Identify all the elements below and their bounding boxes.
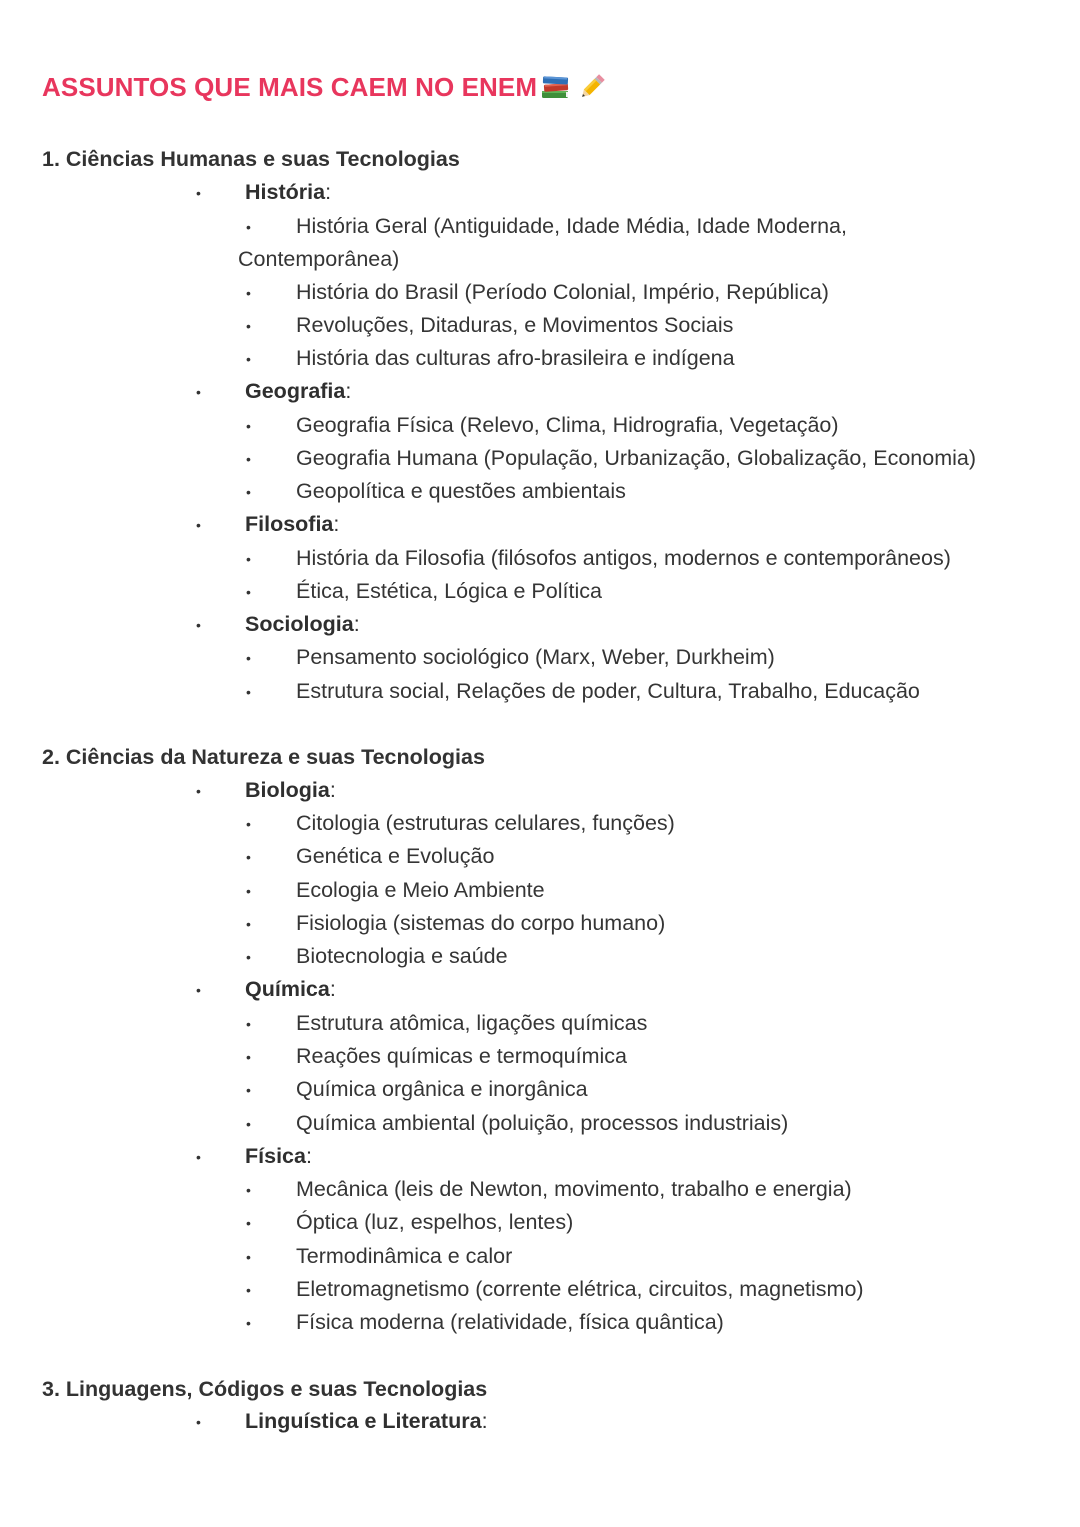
list-item: Fisiologia (sistemas do corpo humano): [296, 911, 666, 935]
bullet: •: [246, 1016, 251, 1032]
bullet: •: [246, 816, 251, 832]
bullet: •: [196, 617, 201, 633]
bullet: •: [246, 650, 251, 666]
section-heading-1: 1. Ciências Humanas e suas Tecnologias: [42, 147, 460, 171]
subject-sociologia: Sociologia:: [245, 612, 360, 636]
bullet: •: [246, 883, 251, 899]
bullet: •: [246, 351, 251, 367]
subject-quimica: Química:: [245, 977, 336, 1001]
list-item: História da Filosofia (filósofos antigos, modernos e contemporâneos): [296, 546, 951, 570]
list-item: História das culturas afro-brasileira e indígena: [296, 346, 735, 370]
list-item: Geografia Física (Relevo, Clima, Hidrografia, Vegetação): [296, 413, 839, 437]
bullet: •: [246, 451, 251, 467]
bullet: •: [246, 285, 251, 301]
bullet: •: [246, 484, 251, 500]
bullet: •: [246, 418, 251, 434]
list-item: Química orgânica e inorgânica: [296, 1077, 588, 1101]
books-icon: [539, 70, 573, 104]
list-item: Ética, Estética, Lógica e Política: [296, 579, 602, 603]
subject-name: Linguística e Literatura: [245, 1409, 482, 1433]
list-item: Biotecnologia e saúde: [296, 944, 508, 968]
list-item: Eletromagnetismo (corrente elétrica, circuitos, magnetismo): [296, 1277, 864, 1301]
subject-name: Geografia: [245, 379, 346, 403]
bullet: •: [246, 1282, 251, 1298]
list-item: Reações químicas e termoquímica: [296, 1044, 628, 1068]
list-item: Química ambiental (poluição, processos industriais): [296, 1111, 789, 1135]
bullet: •: [246, 584, 251, 600]
list-item: Termodinâmica e calor: [296, 1244, 513, 1268]
list-item: Genética e Evolução: [296, 844, 495, 868]
subject-name: Filosofia: [245, 512, 334, 536]
list-item: Óptica (luz, espelhos, lentes): [296, 1210, 574, 1234]
list-item: História Geral (Antiguidade, Idade Média, Idade Moderna,: [296, 214, 847, 238]
list-item: Mecânica (leis de Newton, movimento, trabalho e energia): [296, 1177, 852, 1201]
pencil-icon: [575, 70, 609, 104]
page-title: [42, 70, 609, 104]
bullet: •: [246, 849, 251, 865]
bullet: •: [196, 185, 201, 201]
list-item: Estrutura atômica, ligações químicas: [296, 1011, 648, 1035]
bullet: •: [246, 318, 251, 334]
list-item: Geografia Humana (População, Urbanização, Globalização, Economia): [296, 446, 977, 470]
subject-biologia: Biologia:: [245, 778, 336, 802]
list-item: Revoluções, Ditaduras, e Movimentos Sociais: [296, 313, 734, 337]
bullet: •: [196, 1149, 201, 1165]
bullet: •: [246, 949, 251, 965]
subject-filosofia: Filosofia:: [245, 512, 340, 536]
bullet: •: [246, 1215, 251, 1231]
list-item: História do Brasil (Período Colonial, Império, República): [296, 280, 829, 304]
bullet: •: [246, 1315, 251, 1331]
subject-linguistica-literatura: Linguística e Literatura:: [245, 1409, 488, 1433]
subject-name: Biologia: [245, 778, 330, 802]
bullet: •: [246, 684, 251, 700]
subject-geografia: Geografia:: [245, 379, 352, 403]
list-item: Pensamento sociológico (Marx, Weber, Durkheim): [296, 645, 775, 669]
bullet: •: [196, 517, 201, 533]
bullet: •: [246, 1049, 251, 1065]
list-item-continuation: Contemporânea): [238, 247, 400, 271]
bullet: •: [246, 551, 251, 567]
bullet: •: [246, 1249, 251, 1265]
list-item: Ecologia e Meio Ambiente: [296, 878, 545, 902]
bullet: •: [246, 916, 251, 932]
bullet: •: [196, 1414, 201, 1430]
bullet: •: [196, 384, 201, 400]
bullet: •: [246, 1082, 251, 1098]
bullet: •: [246, 1182, 251, 1198]
subject-name: Sociologia: [245, 612, 354, 636]
list-item: Física moderna (relatividade, física quântica): [296, 1310, 724, 1334]
list-item: Estrutura social, Relações de poder, Cultura, Trabalho, Educação: [296, 679, 920, 703]
bullet: •: [196, 982, 201, 998]
subject-name: História: [245, 180, 326, 204]
subject-name: Física: [245, 1144, 306, 1168]
section-heading-2: 2. Ciências da Natureza e suas Tecnologias: [42, 745, 485, 769]
bullet: •: [246, 1116, 251, 1132]
bullet: •: [196, 783, 201, 799]
page-title-text: ASSUNTOS QUE MAIS CAEM NO ENEM: [42, 71, 538, 102]
bullet: •: [246, 219, 251, 235]
subject-historia: História:: [245, 180, 332, 204]
list-item: Geopolítica e questões ambientais: [296, 479, 626, 503]
subject-fisica: Física:: [245, 1144, 312, 1168]
list-item: Citologia (estruturas celulares, funções): [296, 811, 675, 835]
section-heading-3: 3. Linguagens, Códigos e suas Tecnologias: [42, 1377, 488, 1401]
subject-name: Química: [245, 977, 330, 1001]
